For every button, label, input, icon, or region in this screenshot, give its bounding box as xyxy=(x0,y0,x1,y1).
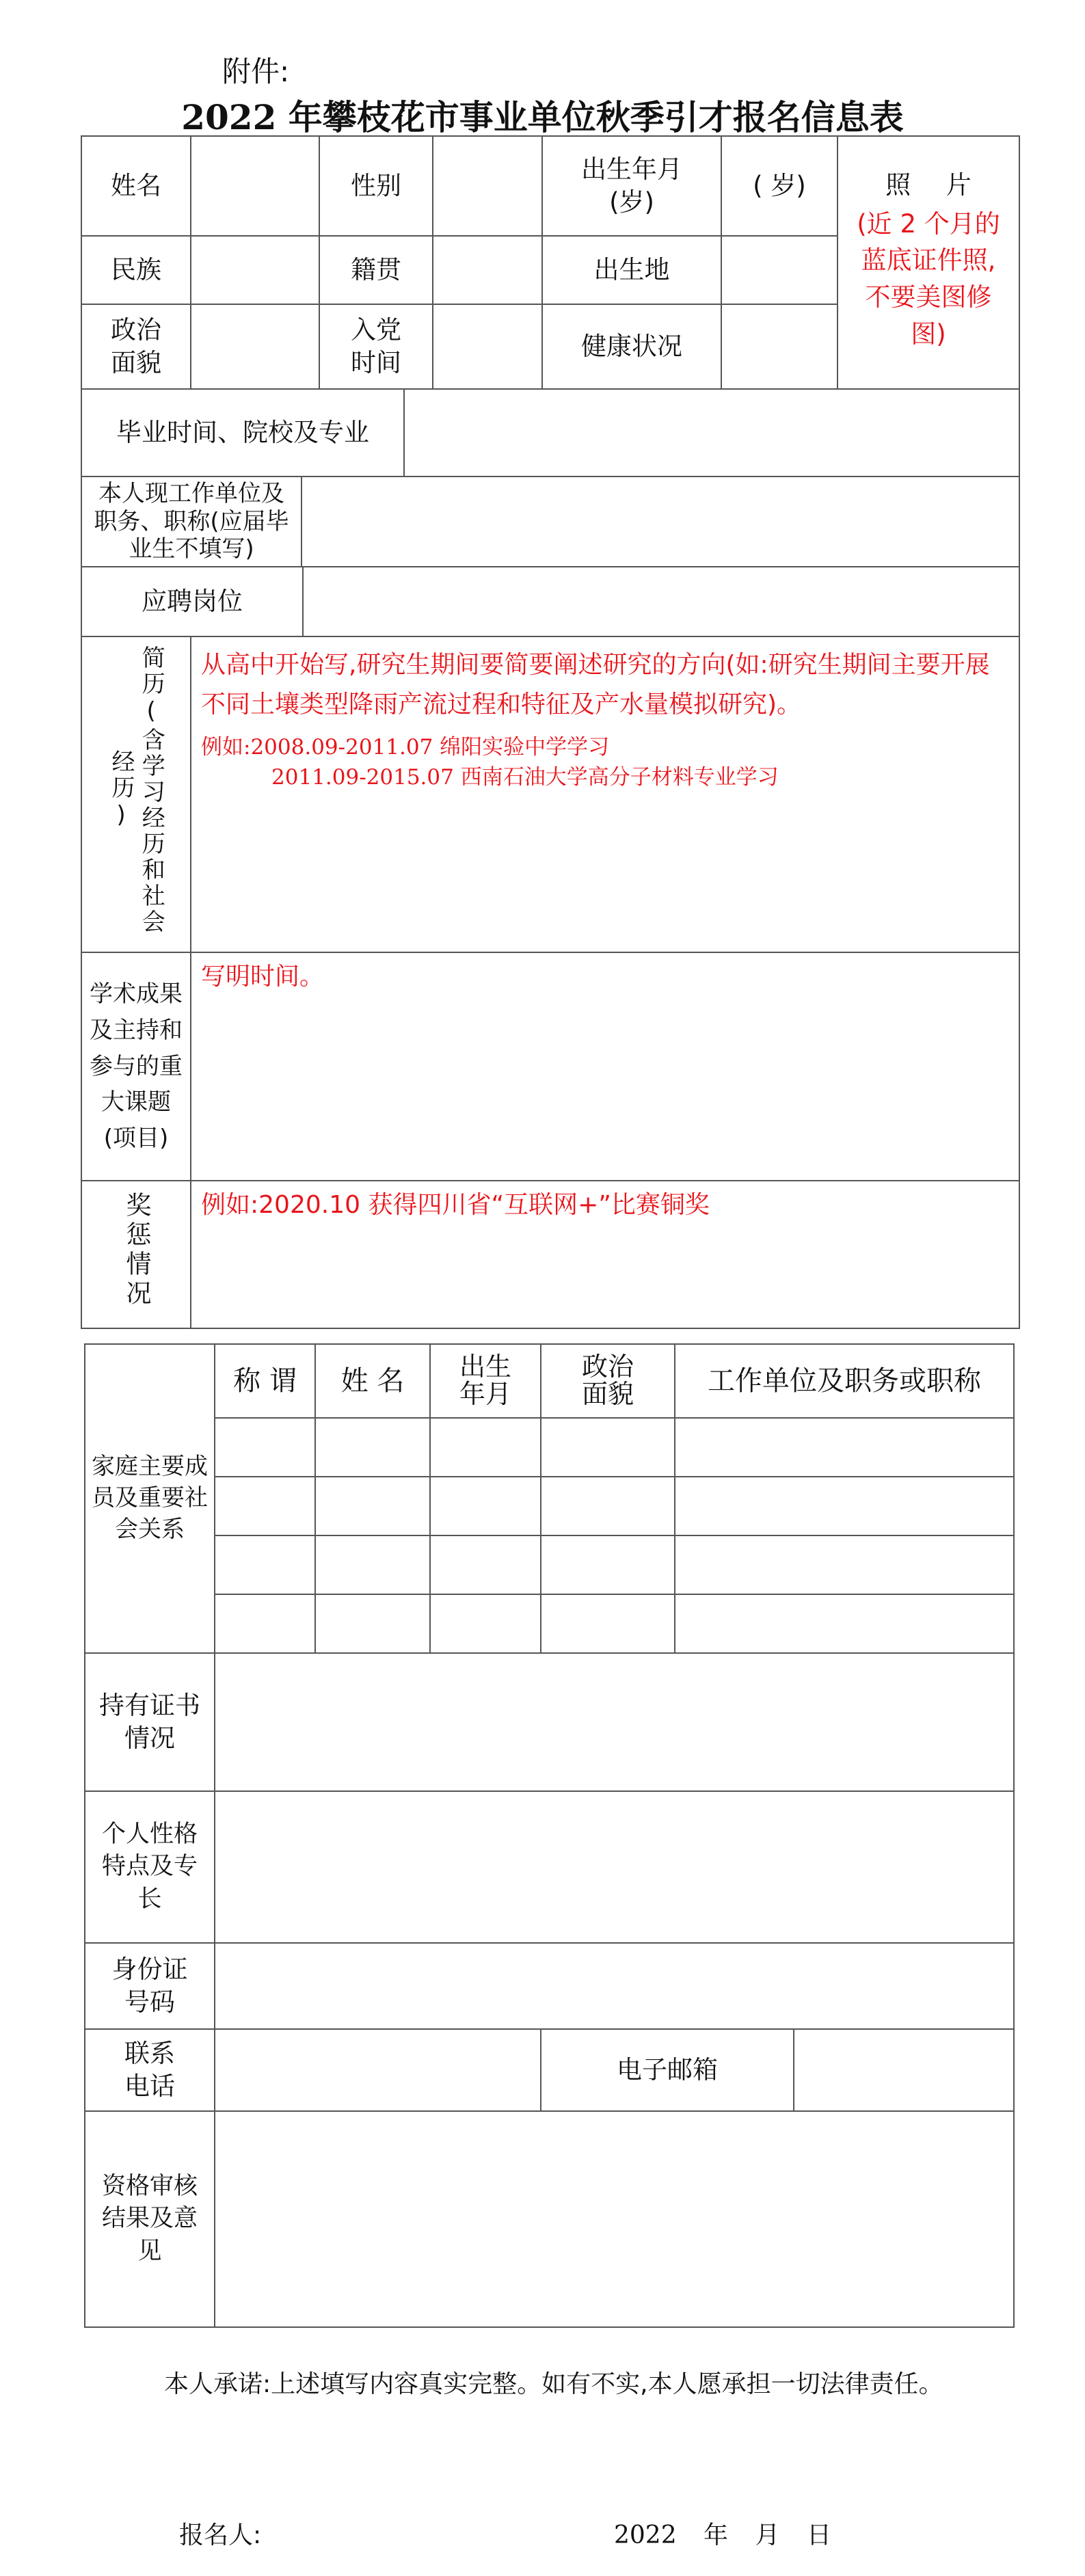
position-label: 应聘岗位 xyxy=(82,567,304,636)
awards-field[interactable] xyxy=(191,1181,1019,1328)
family-cell[interactable] xyxy=(430,1477,541,1535)
family-cell[interactable] xyxy=(215,1594,315,1653)
resume-label xyxy=(81,636,191,952)
form-title: 2022 年攀枝花市事业单位秋季引才报名信息表 xyxy=(181,97,904,137)
family-cell[interactable] xyxy=(430,1418,541,1477)
awards-label xyxy=(81,1181,191,1328)
review-field[interactable] xyxy=(215,2111,1014,2327)
family-cell[interactable] xyxy=(315,1594,430,1653)
pledge-text: 本人承诺:上述填写内容真实完整。如有不实,本人愿承担一切法律责任。 xyxy=(164,2370,943,2398)
family-row xyxy=(85,1594,1014,1653)
family-cell[interactable] xyxy=(675,1594,1014,1653)
id-number-label: 身份证 号码 xyxy=(85,1943,215,2029)
family-row xyxy=(85,1418,1014,1477)
resume-label-text: 简历(含学习经历和社会经历) xyxy=(107,645,165,935)
attachment-label: 附件: xyxy=(222,55,290,88)
col-title: 称 谓 xyxy=(215,1344,315,1418)
phone-field[interactable] xyxy=(215,2029,541,2111)
family-cell[interactable] xyxy=(215,1477,315,1535)
family-cell[interactable] xyxy=(541,1477,675,1535)
review-label: 资格审核结果及意见 xyxy=(85,2111,215,2327)
family-label: 家庭主要成员及重要社会关系 xyxy=(85,1344,215,1653)
personal-info-table xyxy=(81,135,1020,1329)
work-unit-label: 本人现工作单位及职务、职称(应届毕业生不填写) xyxy=(82,477,302,566)
family-cell[interactable] xyxy=(541,1594,675,1653)
resume-note: 从高中开始写,研究生期间要简要阐述研究的方向(如:研究生期间主要开展不同土壤类型降雨产流过程和特征及产水量模拟研究)。 xyxy=(201,651,990,719)
political-field[interactable] xyxy=(191,304,319,389)
family-and-other-table xyxy=(84,1343,1015,2328)
family-cell[interactable] xyxy=(541,1418,675,1477)
health-label: 健康状况 xyxy=(542,304,721,389)
email-field[interactable] xyxy=(794,2029,1014,2111)
family-cell[interactable] xyxy=(675,1418,1014,1477)
family-cell[interactable] xyxy=(315,1418,430,1477)
position-field[interactable] xyxy=(304,567,1019,636)
family-cell[interactable] xyxy=(215,1535,315,1594)
name-field[interactable] xyxy=(191,136,319,236)
family-cell[interactable] xyxy=(315,1535,430,1594)
family-cell[interactable] xyxy=(315,1477,430,1535)
graduation-field[interactable] xyxy=(433,389,1019,477)
certificates-field[interactable] xyxy=(215,1653,1014,1791)
political-label: 政治 面貌 xyxy=(81,304,191,389)
id-number-field[interactable] xyxy=(215,1943,1014,2029)
col-birth: 出生 年月 xyxy=(430,1344,541,1418)
family-cell[interactable] xyxy=(430,1594,541,1653)
photo-title: 照 片 xyxy=(885,170,972,200)
graduation-field-start[interactable] xyxy=(405,390,433,476)
family-cell[interactable] xyxy=(430,1535,541,1594)
ethnicity-field[interactable] xyxy=(191,236,319,304)
family-cell[interactable] xyxy=(675,1535,1014,1594)
certificates-label: 持有证书 情况 xyxy=(85,1653,215,1791)
achievements-label: 学术成果及主持和参与的重大课题(项目) xyxy=(81,952,191,1181)
name-label: 姓名 xyxy=(81,136,191,236)
photo-cell[interactable] xyxy=(838,136,1019,389)
photo-note: (近 2 个月的蓝底证件照,不要美图修图) xyxy=(857,209,1000,349)
party-date-label: 入党 时间 xyxy=(319,304,433,389)
native-label: 籍贯 xyxy=(319,236,433,304)
awards-note: 例如:2020.10 获得四川省“互联网+”比赛铜奖 xyxy=(201,1191,710,1219)
family-cell[interactable] xyxy=(541,1535,675,1594)
resume-example-1: 例如:2008.09-2011.07 绵阳实验中学学习 xyxy=(201,735,610,760)
family-cell[interactable] xyxy=(215,1418,315,1477)
birth-label: 出生年月 (岁) xyxy=(542,136,721,236)
gender-field[interactable] xyxy=(433,136,542,236)
col-name: 姓 名 xyxy=(315,1344,430,1418)
phone-label: 联系 电话 xyxy=(85,2029,215,2111)
personality-field[interactable] xyxy=(215,1791,1014,1943)
achievements-note: 写明时间。 xyxy=(201,963,325,991)
col-work: 工作单位及职务或职称 xyxy=(675,1344,1014,1418)
work-unit-field[interactable] xyxy=(302,477,1019,566)
resume-field[interactable] xyxy=(191,636,1019,952)
family-row xyxy=(85,1535,1014,1594)
resume-example-2: 2011.09-2015.07 西南石油大学高分子材料专业学习 xyxy=(271,765,779,790)
email-label: 电子邮箱 xyxy=(541,2029,794,2111)
health-field[interactable] xyxy=(721,304,838,389)
family-row xyxy=(85,1477,1014,1535)
birthplace-label: 出生地 xyxy=(542,236,721,304)
native-field[interactable] xyxy=(433,236,542,304)
awards-label-text: 奖惩情况 xyxy=(122,1191,152,1309)
achievements-field[interactable] xyxy=(191,952,1019,1181)
family-cell[interactable] xyxy=(675,1477,1014,1535)
personality-label: 个人性格特点及专长 xyxy=(85,1791,215,1943)
birthplace-field[interactable] xyxy=(721,236,838,304)
gender-label: 性别 xyxy=(319,136,433,236)
ethnicity-label: 民族 xyxy=(81,236,191,304)
sign-date: 2022 年 月 日 xyxy=(614,2521,831,2549)
party-date-field[interactable] xyxy=(433,304,542,389)
col-political: 政治 面貌 xyxy=(541,1344,675,1418)
age-field[interactable]: ( 岁) xyxy=(721,136,838,236)
signer-label: 报名人: xyxy=(179,2521,262,2549)
graduation-label: 毕业时间、院校及专业 xyxy=(82,390,405,476)
